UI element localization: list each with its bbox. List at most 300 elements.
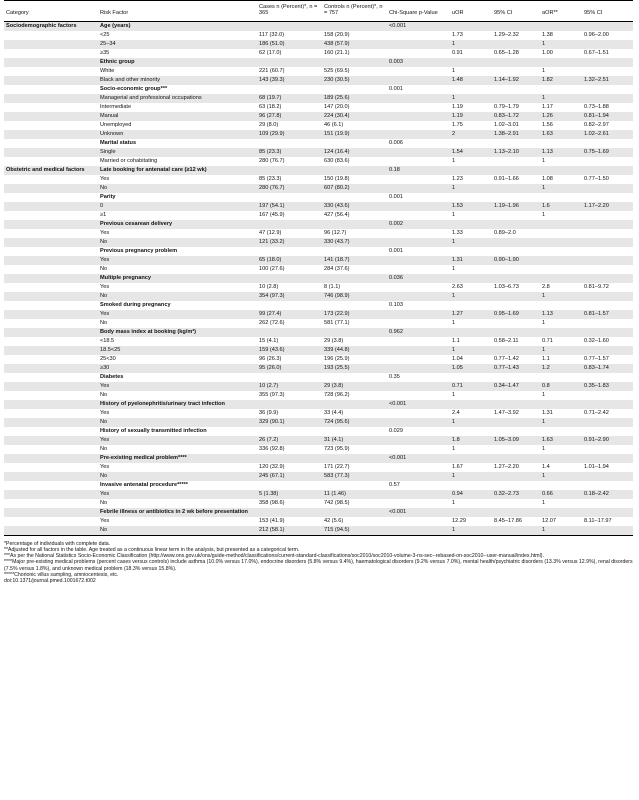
row-p-value (387, 76, 450, 85)
row-aor: 12.07 (542, 518, 556, 525)
row-category (4, 274, 98, 283)
row-category (4, 328, 98, 337)
row-p-value: <0.001 (387, 400, 450, 409)
row-cases (257, 247, 322, 256)
row-controls: 581 (77.1) (324, 320, 350, 327)
row-controls: 339 (44.8) (322, 346, 387, 355)
row-cases (257, 400, 322, 409)
row-risk-factor: Black and other minority (98, 76, 257, 85)
row-uor: 1.54 (450, 148, 492, 157)
row-cases: 153 (41.9) (259, 518, 285, 525)
row-ci-adjusted: 0.67–1.51 (584, 50, 609, 57)
table-row (4, 238, 633, 247)
row-aor (540, 229, 582, 238)
row-p-value (387, 175, 450, 184)
row-uor: 1.53 (450, 202, 492, 211)
row-p-value (387, 364, 450, 373)
row-cases: 65 (18.0) (257, 256, 322, 265)
row-ci-adjusted (582, 94, 633, 103)
row-ci-adjusted: 1.02–2.61 (582, 130, 633, 139)
row-risk-factor: No (100, 392, 108, 399)
row-controls: 224 (30.4) (322, 112, 387, 121)
row-ci-adjusted (582, 211, 633, 220)
row-risk-factor: Unknown (98, 130, 257, 139)
row-aor: 1.63 (540, 436, 582, 445)
row-risk-factor: Yes (100, 464, 110, 471)
row-uor (450, 166, 492, 175)
row-aor: 2.8 (542, 284, 550, 291)
row-cases (257, 139, 322, 148)
row-ci-adjusted (582, 139, 633, 148)
footnote: *Percentage of individuals with complete data. (4, 540, 111, 547)
table-row (4, 130, 633, 139)
row-cases: 167 (45.9) (259, 212, 285, 219)
row-ci-adjusted: 0.81–1.57 (582, 310, 633, 319)
row-ci-adjusted (582, 220, 633, 229)
row-uor: 1.27 (450, 310, 492, 319)
row-cases (257, 328, 322, 337)
row-ci-unadjusted (492, 400, 540, 409)
row-cases (257, 21, 322, 31)
row-category (4, 229, 98, 238)
row-category (4, 184, 98, 193)
row-ci-unadjusted (492, 220, 540, 229)
row-ci-adjusted: 0.96–2.00 (584, 32, 609, 39)
row-cases (257, 373, 322, 382)
row-risk-factor: Previous pregnancy problem (100, 248, 178, 255)
row-controls: 31 (4.1) (322, 436, 387, 445)
row-uor: 2 (450, 130, 492, 139)
row-cases (257, 274, 322, 283)
row-ci-adjusted (582, 301, 633, 310)
row-risk-factor: No (98, 184, 257, 193)
row-risk-factor: No (100, 320, 108, 327)
row-p-value: <0.001 (387, 508, 450, 517)
row-uor: 1 (452, 266, 456, 273)
row-aor: 1.4 (542, 464, 550, 471)
row-risk-factor: Febrile illness or antibiotics in 2 wk before presentation (98, 508, 257, 517)
row-p-value (387, 40, 450, 49)
row-cases: 262 (72.6) (259, 320, 285, 327)
table-row (4, 166, 633, 175)
row-cases: 62 (17.0) (259, 50, 282, 57)
row-ci-adjusted (582, 184, 633, 193)
row-controls: 583 (77.3) (322, 472, 387, 481)
row-category (4, 76, 98, 85)
row-controls (322, 166, 387, 175)
row-ci-unadjusted: 0.83–1.72 (492, 112, 540, 121)
row-uor: 1 (452, 320, 456, 327)
row-controls: 171 (22.7) (324, 464, 350, 471)
row-ci-adjusted: 0.77–1.57 (584, 356, 609, 363)
row-ci-adjusted (582, 418, 633, 427)
row-controls: 746 (98.9) (322, 292, 387, 301)
row-uor: 1.67 (452, 464, 463, 471)
table-row (4, 283, 633, 292)
row-ci-adjusted (582, 346, 633, 355)
row-p-value (387, 256, 450, 265)
row-ci-unadjusted (492, 139, 540, 148)
row-p-value (387, 103, 450, 112)
row-aor: 0.8 (540, 382, 582, 391)
row-controls: 8 (1.1) (324, 284, 341, 291)
row-uor: 1.33 (452, 230, 463, 237)
row-risk-factor: Ethnic group (98, 58, 257, 67)
row-aor: 1 (542, 446, 546, 453)
row-uor (450, 85, 492, 94)
row-aor (540, 220, 582, 229)
row-uor (450, 21, 492, 31)
row-p-value (387, 337, 450, 346)
row-ci-adjusted (582, 481, 633, 490)
row-uor: 1.48 (450, 76, 492, 85)
row-category (4, 31, 98, 40)
row-ci-unadjusted (492, 21, 540, 31)
row-category (4, 409, 98, 418)
row-cases: 159 (43.6) (257, 346, 322, 355)
row-risk-factor: Manual (98, 112, 257, 121)
row-aor: 1 (540, 40, 582, 49)
row-ci-unadjusted: 0.65–1.28 (494, 50, 519, 57)
row-controls: 160 (21.1) (324, 50, 350, 57)
row-p-value: <0.001 (387, 454, 450, 463)
row-cases: 329 (90.1) (257, 418, 322, 427)
row-cases: 186 (51.0) (257, 40, 322, 49)
row-risk-factor: Body mass index at booking (kg/m²) (98, 328, 257, 337)
row-p-value: 0.002 (387, 220, 450, 229)
table-row (4, 427, 633, 436)
row-uor: 1.19 (452, 104, 463, 111)
row-aor: 1.82 (540, 76, 582, 85)
row-risk-factor: Multiple pregnancy (98, 274, 257, 283)
row-risk-factor: Parity (100, 194, 116, 201)
row-ci-unadjusted: 0.95–1.69 (492, 310, 540, 319)
row-controls: 189 (25.6) (322, 94, 387, 103)
row-p-value (387, 292, 450, 301)
row-controls: 141 (18.7) (322, 256, 387, 265)
row-risk-factor: History of pyelonephritis/urinary tract infection (98, 400, 257, 409)
row-uor: 1 (452, 500, 456, 507)
row-cases: 121 (33.2) (257, 238, 322, 247)
row-ci-unadjusted (492, 85, 540, 94)
row-ci-adjusted (582, 400, 633, 409)
row-risk-factor: Unemployed (100, 122, 132, 129)
row-ci-unadjusted: 0.89–2.0 (494, 230, 516, 237)
row-ci-unadjusted: 8.45–17.86 (494, 518, 522, 525)
row-ci-adjusted: 0.75–1.69 (582, 148, 633, 157)
row-category (4, 112, 98, 121)
row-ci-unadjusted: 1.29–2.32 (494, 32, 519, 39)
row-uor: 2.63 (452, 284, 463, 291)
row-aor (540, 265, 582, 274)
row-risk-factor: No (98, 418, 257, 427)
table-row (4, 409, 633, 418)
row-ci-unadjusted: 0.58–2.11 (494, 338, 519, 345)
row-risk-factor: No (98, 526, 257, 536)
row-ci-unadjusted (492, 418, 540, 427)
row-category (4, 517, 98, 526)
row-controls: 124 (16.4) (322, 148, 387, 157)
row-controls (322, 427, 387, 436)
row-cases: 197 (54.1) (257, 202, 322, 211)
row-category (4, 67, 98, 76)
table-row (4, 373, 633, 382)
row-cases: 221 (60.7) (259, 68, 285, 75)
row-cases: 96 (26.3) (259, 356, 282, 363)
table-row (4, 418, 633, 427)
row-ci-unadjusted (492, 40, 540, 49)
row-category (4, 247, 98, 256)
row-uor: 1.31 (450, 256, 492, 265)
row-risk-factor: ≥1 (100, 212, 107, 219)
table-row (4, 76, 633, 85)
row-controls: 193 (25.5) (322, 364, 387, 373)
row-ci-adjusted (582, 67, 633, 76)
row-ci-unadjusted: 0.91–1.66 (494, 176, 519, 183)
row-controls: 742 (98.5) (324, 500, 350, 507)
row-ci-adjusted (582, 256, 633, 265)
row-p-value (387, 463, 450, 472)
row-controls: 607 (80.2) (322, 184, 387, 193)
row-category (4, 103, 98, 112)
table-row (4, 139, 633, 148)
row-ci-unadjusted (492, 58, 540, 67)
table-row (4, 103, 633, 112)
row-category (4, 373, 98, 382)
table-row (4, 499, 633, 508)
table-row (4, 220, 633, 229)
row-p-value (387, 67, 450, 76)
table-row (4, 193, 633, 202)
row-risk-factor: Marital status (100, 140, 137, 147)
row-category (4, 85, 98, 94)
row-category (4, 220, 98, 229)
row-cases: 68 (19.7) (257, 94, 322, 103)
row-aor: 1 (542, 68, 546, 75)
table-row (4, 445, 633, 454)
row-risk-factor: No (98, 292, 257, 301)
row-cases: 245 (67.1) (257, 472, 322, 481)
row-uor (450, 427, 492, 436)
row-category (4, 454, 98, 463)
header-aor: aOR** (540, 1, 582, 22)
table-row (4, 31, 633, 40)
row-controls: 29 (3.8) (322, 382, 387, 391)
row-controls: 151 (19.9) (322, 130, 387, 139)
row-uor: 1.73 (452, 32, 463, 39)
row-category (4, 391, 98, 400)
row-controls: 33 (4.4) (324, 410, 344, 417)
row-uor (450, 247, 492, 256)
row-risk-factor: 0 (98, 202, 257, 211)
row-p-value (387, 418, 450, 427)
row-category (4, 292, 98, 301)
row-aor (540, 21, 582, 31)
row-aor: 1.00 (542, 50, 553, 57)
row-p-value (387, 238, 450, 247)
row-cases (257, 508, 322, 517)
row-p-value: 0.001 (389, 194, 403, 201)
row-category (4, 418, 98, 427)
row-ci-adjusted (582, 445, 633, 454)
row-aor (540, 256, 582, 265)
row-risk-factor: Yes (100, 518, 110, 525)
row-p-value: 0.029 (389, 428, 403, 435)
header-controls: Controls n (Percent)*, n = 757 (322, 1, 387, 22)
table-row (4, 211, 633, 220)
table-row (4, 121, 633, 130)
row-ci-adjusted (582, 247, 633, 256)
row-aor (540, 139, 582, 148)
row-p-value (387, 184, 450, 193)
row-p-value (387, 157, 450, 166)
row-uor: 1.8 (450, 436, 492, 445)
row-risk-factor: No (100, 500, 108, 507)
row-p-value (387, 121, 450, 130)
row-cases: 280 (76.7) (259, 158, 285, 165)
row-aor: 1 (540, 418, 582, 427)
row-uor: 1 (450, 418, 492, 427)
row-ci-unadjusted: 0.77–1.42 (494, 356, 519, 363)
row-controls (322, 220, 387, 229)
row-uor (450, 139, 492, 148)
row-ci-unadjusted: 1.02–3.01 (494, 122, 519, 129)
row-aor: 1 (540, 184, 582, 193)
row-category (4, 346, 98, 355)
footnotes (4, 541, 635, 584)
row-controls: 438 (57.9) (322, 40, 387, 49)
row-risk-factor: Yes (98, 436, 257, 445)
row-ci-unadjusted (492, 166, 540, 175)
row-ci-unadjusted (492, 265, 540, 274)
row-controls (322, 400, 387, 409)
row-controls: 147 (20.0) (324, 104, 350, 111)
row-uor: 1.04 (452, 356, 463, 363)
row-ci-adjusted (582, 193, 633, 202)
row-cases (257, 427, 322, 436)
row-ci-adjusted: 0.83–1.74 (582, 364, 633, 373)
row-aor: 0.71 (542, 338, 553, 345)
row-p-value (387, 148, 450, 157)
row-cases: 96 (27.8) (257, 112, 322, 121)
row-p-value: 0.001 (389, 248, 403, 255)
row-p-value (387, 310, 450, 319)
row-risk-factor: ≥35 (100, 50, 110, 57)
row-p-value (387, 517, 450, 526)
row-cases: 10 (2.7) (257, 382, 322, 391)
table-row (4, 85, 633, 94)
header-category: Category (4, 1, 98, 22)
row-category (4, 40, 98, 49)
row-risk-factor: <18.5 (100, 338, 115, 345)
row-ci-unadjusted: 1.13–2.10 (492, 148, 540, 157)
row-ci-unadjusted (492, 328, 540, 337)
row-ci-adjusted (582, 166, 633, 175)
row-controls: 96 (12.7) (324, 230, 347, 237)
table-row (4, 472, 633, 481)
row-p-value (387, 211, 450, 220)
footnote: ****Major pre-existing medical problems (percent cases versus controls) include asthma (10.0% versus 17.0%), endocrine disorders (5.8% versus 9.4%), haematological disorders (9.2% versus 7.0%), mental health/psychiatric disorders (13.3% versus 12.9%), renal disorders (7.5% versus 1.8%), and unknown medical problem (18.3% versus 15.8%). (4, 559, 633, 572)
row-ci-adjusted (582, 472, 633, 481)
row-aor: 1.6 (540, 202, 582, 211)
row-ci-unadjusted: 0.79–1.79 (494, 104, 519, 111)
row-controls: 158 (20.9) (324, 32, 350, 39)
row-uor: 12.29 (452, 518, 466, 525)
row-aor (540, 508, 582, 517)
row-aor: 1.56 (542, 122, 553, 129)
row-category (4, 283, 98, 292)
row-risk-factor: Invasive antenatal procedure***** (100, 482, 188, 489)
row-controls (322, 454, 387, 463)
header-uor: uOR (450, 1, 492, 22)
row-controls: 630 (83.6) (324, 158, 350, 165)
row-aor: 1 (542, 392, 546, 399)
row-aor (540, 427, 582, 436)
row-aor (540, 238, 582, 247)
row-controls (322, 21, 387, 31)
row-aor (540, 193, 582, 202)
row-p-value: 0.003 (387, 58, 450, 67)
row-cases (257, 301, 322, 310)
row-aor: 1 (542, 158, 546, 165)
row-ci-unadjusted (492, 508, 540, 517)
row-cases: 212 (58.1) (257, 526, 322, 536)
row-controls (322, 247, 387, 256)
row-risk-factor: Intermediate (100, 104, 132, 111)
row-category (4, 193, 98, 202)
row-cases: 5 (1.38) (257, 490, 322, 499)
row-ci-adjusted: 0.32–1.60 (584, 338, 609, 345)
row-risk-factor: Previous cesarean delivery (98, 220, 257, 229)
row-ci-unadjusted (492, 526, 540, 536)
row-ci-unadjusted: 1.47–3.92 (494, 410, 519, 417)
table-row (4, 292, 633, 301)
row-ci-adjusted: 0.35–1.83 (582, 382, 633, 391)
row-risk-factor: Socio-economic group*** (100, 86, 168, 93)
table-row (4, 247, 633, 256)
table-row (4, 337, 633, 346)
row-p-value (387, 409, 450, 418)
row-aor: 1.13 (540, 148, 582, 157)
row-aor (540, 481, 582, 490)
row-p-value (387, 346, 450, 355)
row-controls (322, 274, 387, 283)
row-ci-adjusted: 0.77–1.50 (584, 176, 609, 183)
row-uor: 1 (450, 526, 492, 536)
row-ci-adjusted (582, 40, 633, 49)
row-aor (540, 247, 582, 256)
row-risk-factor: Smoked during pregnancy (100, 302, 171, 309)
row-ci-unadjusted (492, 445, 540, 454)
row-controls (322, 58, 387, 67)
table-row (4, 184, 633, 193)
row-controls: 173 (22.9) (322, 310, 387, 319)
table-row (4, 355, 633, 364)
row-p-value (387, 265, 450, 274)
table-row (4, 400, 633, 409)
table-body (4, 21, 633, 535)
table-row (4, 436, 633, 445)
row-risk-factor: No (100, 266, 108, 273)
row-risk-factor: Single (98, 148, 257, 157)
row-ci-adjusted: 0.18–2.42 (582, 490, 633, 499)
footnote: ***As per the National Statistics Socio-Economic Classification (http://www.ons.gov.uk/ons/guide-method/classifications/current-standard-classifications/soc2010/soc2010-volume-3-ns-sec--rebased-on-soc2010--user-manual/index.html). (4, 553, 544, 560)
table-row (4, 517, 633, 526)
row-ci-unadjusted (492, 274, 540, 283)
row-p-value (387, 436, 450, 445)
row-aor: 1.63 (540, 130, 582, 139)
row-category: Sociodemographic factors (4, 21, 98, 31)
